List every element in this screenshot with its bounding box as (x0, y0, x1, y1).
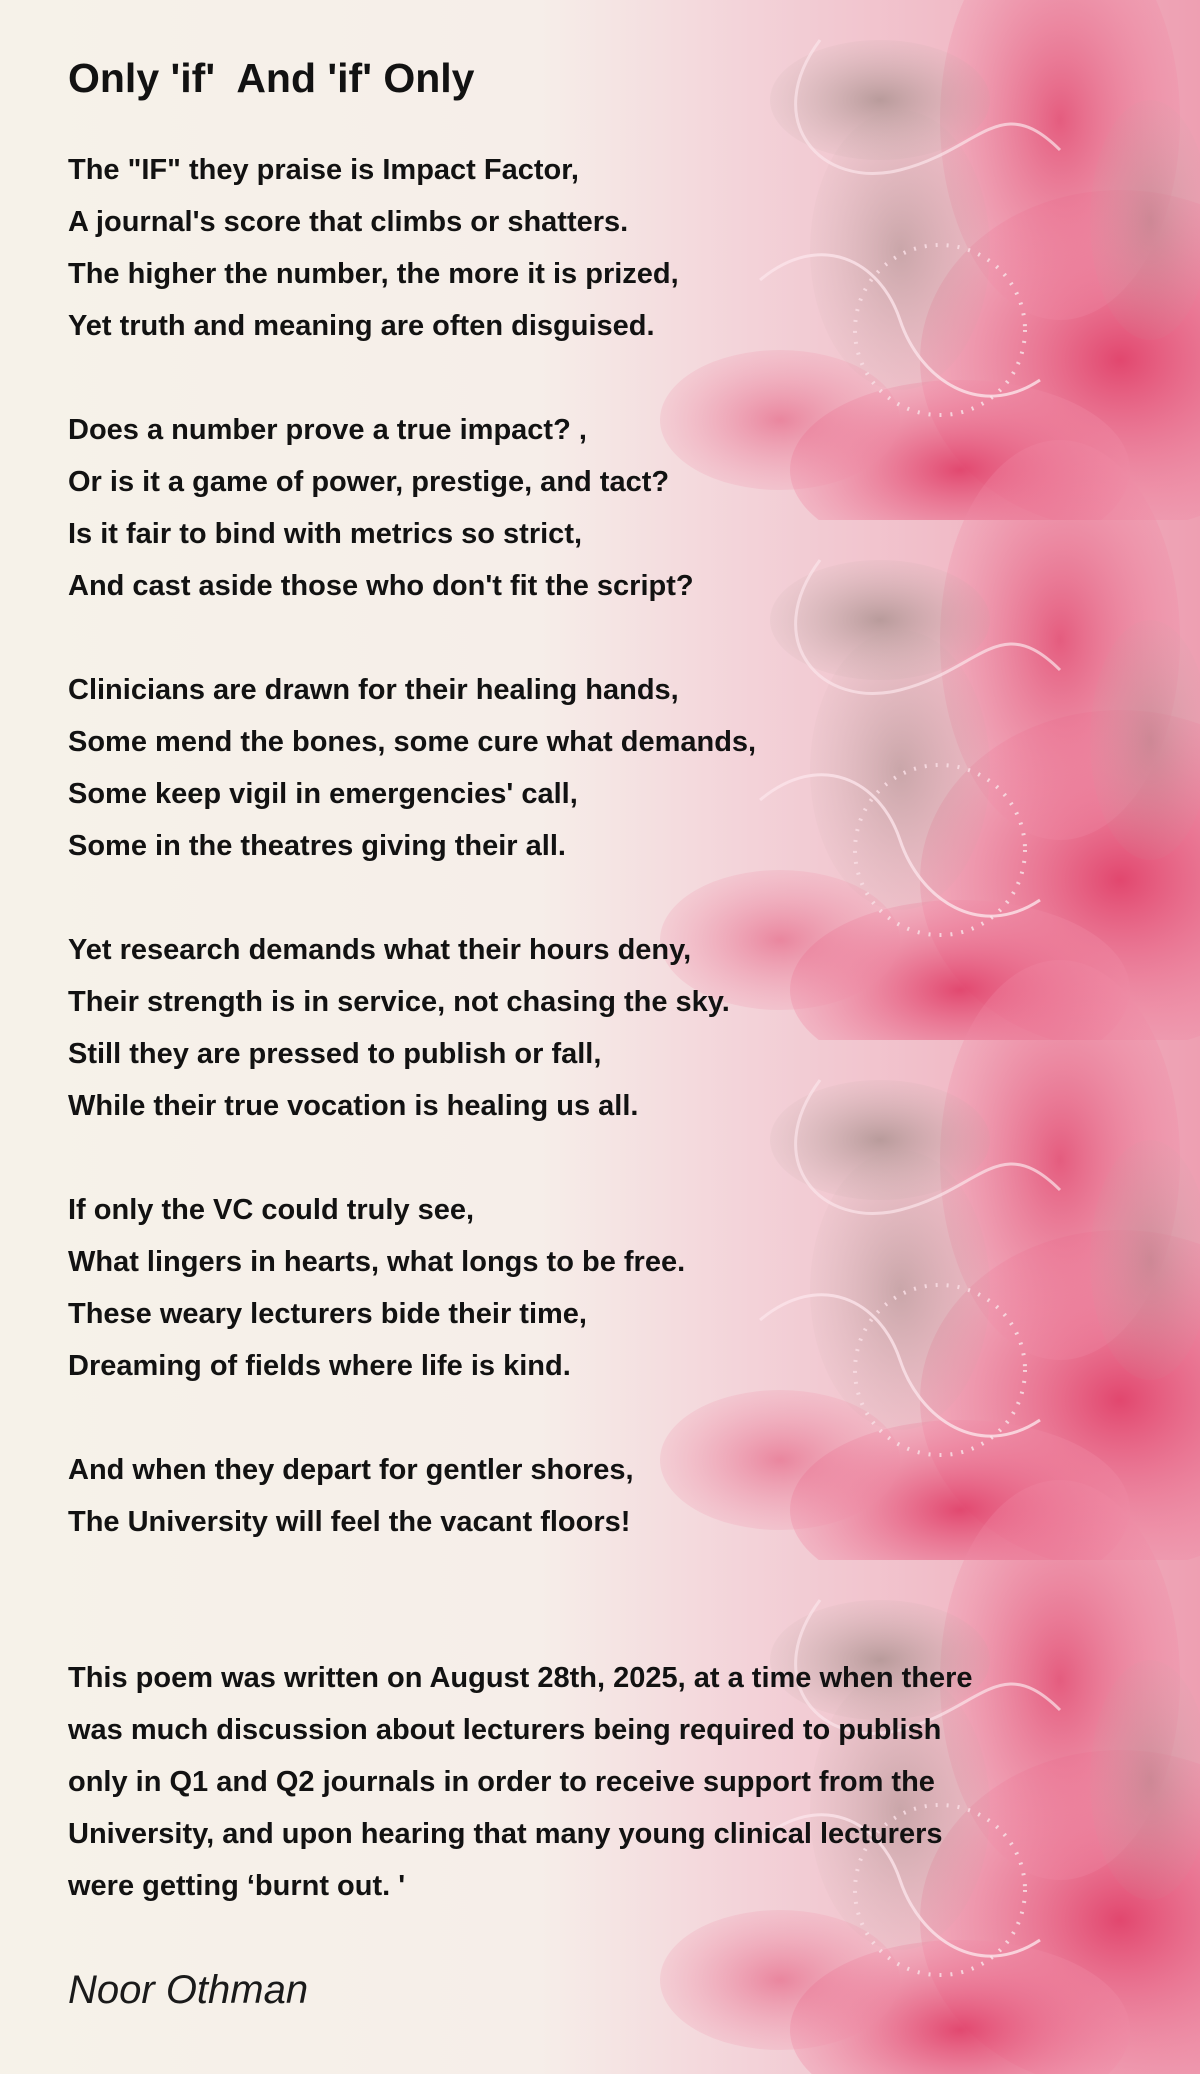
poem-line: If only the VC could truly see, (68, 1194, 475, 1226)
note-line: University, and upon hearing that many young clinical lecturers (68, 1818, 943, 1850)
poem-line: Is it fair to bind with metrics so strict, (68, 518, 583, 550)
note-line: This poem was written on August 28th, 2025, at a time when there (68, 1662, 973, 1694)
poem-line: Or is it a game of power, prestige, and tact? (68, 466, 670, 498)
poem-line: What lingers in hearts, what longs to be free. (68, 1246, 686, 1278)
poem-line: Some mend the bones, some cure what demands, (68, 726, 757, 758)
poem-line: These weary lecturers bide their time, (68, 1298, 587, 1330)
note-line: were getting ‘burnt out. ' (68, 1870, 406, 1902)
poem-card (68, 48, 1148, 2020)
poem-line: The University will feel the vacant floors! (68, 1506, 631, 1538)
stanza (68, 924, 1148, 1132)
poem-line: A journal's score that climbs or shatters. (68, 206, 629, 238)
note-line: only in Q1 and Q2 journals in order to receive support from the (68, 1766, 935, 1798)
author-note (68, 1652, 1128, 1912)
poem-title: Only 'if' And 'if' Only (68, 55, 475, 101)
stanza (68, 664, 1148, 872)
poem-line: The "IF" they praise is Impact Factor, (68, 154, 579, 186)
poem-body (68, 144, 1148, 1548)
poem-line: Some keep vigil in emergencies' call, (68, 778, 578, 810)
poem-line: Yet research demands what their hours deny, (68, 934, 692, 966)
poem-line: And when they depart for gentler shores, (68, 1454, 634, 1486)
stanza (68, 144, 1148, 352)
stanza (68, 404, 1148, 612)
poem-line: Dreaming of fields where life is kind. (68, 1350, 571, 1382)
note-line: was much discussion about lecturers being required to publish (68, 1714, 942, 1746)
poem-line: Still they are pressed to publish or fall, (68, 1038, 602, 1070)
author-name: Noor Othman (68, 1968, 309, 2012)
poem-line: The higher the number, the more it is prized, (68, 258, 679, 290)
stanza (68, 1184, 1148, 1392)
poem-line: And cast aside those who don't fit the script? (68, 570, 694, 602)
stanza (68, 1444, 1148, 1548)
poem-line: Does a number prove a true impact? , (68, 414, 587, 446)
poem-line: While their true vocation is healing us all. (68, 1090, 639, 1122)
poem-line: Some in the theatres giving their all. (68, 830, 566, 862)
poem-line: Yet truth and meaning are often disguised. (68, 310, 655, 342)
poem-line: Their strength is in service, not chasing the sky. (68, 986, 730, 1018)
poem-line: Clinicians are drawn for their healing hands, (68, 674, 679, 706)
